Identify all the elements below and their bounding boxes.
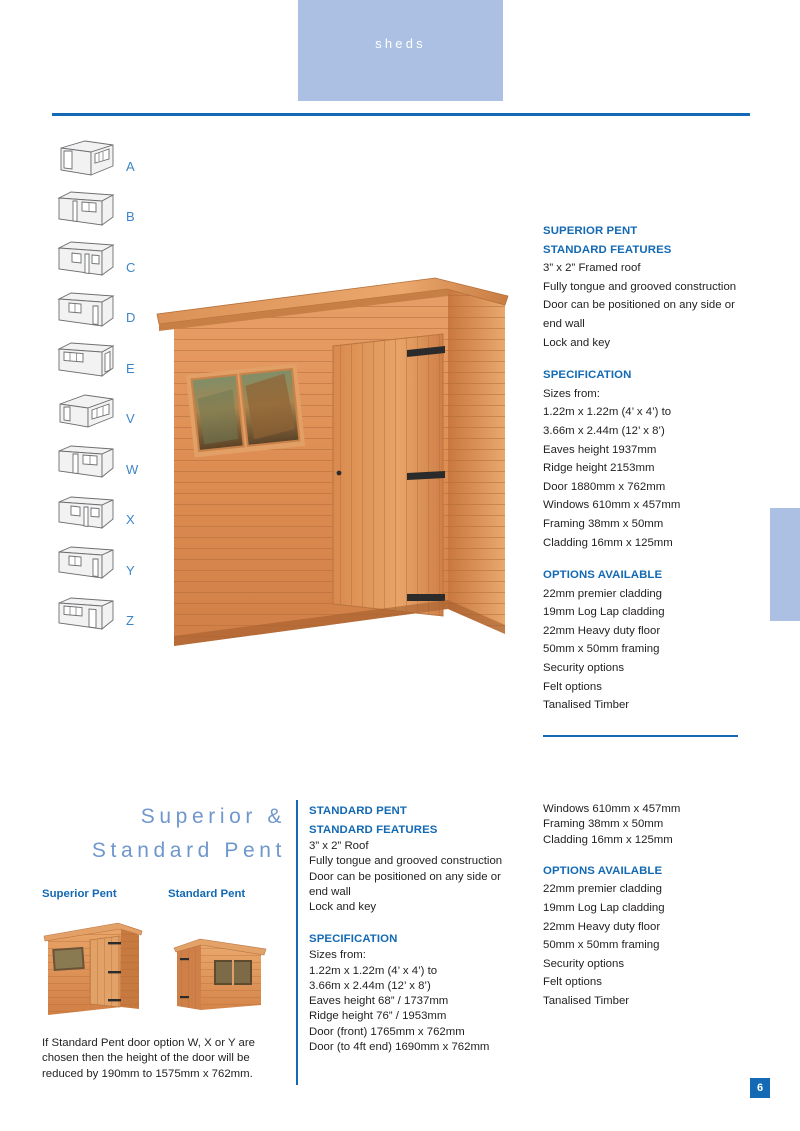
page-edge-tab [770, 508, 800, 621]
standard-pent-info-continued [543, 802, 743, 1011]
option-item: 22mm Heavy duty floor [543, 920, 661, 933]
feature-item: 3” x 2” Framed roof [543, 262, 641, 275]
option-item: 19mm Log Lap cladding [543, 902, 665, 915]
header-title: sheds [375, 36, 426, 51]
shed-diagram-icon [55, 187, 117, 229]
superior-options-heading: OPTIONS AVAILABLE [543, 569, 663, 582]
spec-item: Windows 610mm x 457mm [543, 499, 681, 512]
page-number: 6 [750, 1078, 770, 1098]
spec-item: Eaves height 1937mm [543, 443, 657, 456]
thumb-row [42, 914, 292, 1022]
door-option-e[interactable] [55, 334, 150, 385]
option-item: Felt options [543, 680, 602, 693]
option-item: 50mm x 50mm framing [543, 643, 660, 656]
bottom-title-line1: Superior & [140, 805, 286, 828]
feature-item: Door can be positioned on any side or end wall [309, 870, 501, 899]
door-option-letter: E [126, 360, 135, 376]
door-option-letter: C [126, 259, 136, 275]
spacer [543, 352, 738, 366]
feature-item: Door can be positioned on any side or end wall [543, 299, 735, 330]
spec-item: Door (to 4ft end) 1690mm x 762mm [309, 1041, 490, 1054]
shed-diagram-icon [55, 439, 117, 481]
shed-diagram-icon [55, 591, 117, 633]
feature-item: Lock and key [309, 901, 377, 914]
spec-item: 1.22m x 1.22m (4’ x 4’) to [309, 964, 438, 977]
spec-item: Door 1880mm x 762mm [543, 480, 666, 493]
standard-pent-info [309, 802, 509, 1055]
door-option-letter: W [126, 461, 139, 477]
feature-item: Lock and key [543, 336, 611, 349]
spacer [309, 916, 509, 930]
spec-item: Ridge height 2153mm [543, 462, 655, 475]
spec-item: 3.66m x 2.44m (12’ x 8’) [309, 979, 431, 992]
superior-spec-heading: SPECIFICATION [543, 369, 632, 382]
shed-diagram-icon [55, 136, 117, 178]
standard-features-heading: STANDARD FEATURES [309, 823, 438, 836]
spec-item: Sizes from: [309, 949, 366, 962]
door-option-letter: B [126, 209, 135, 225]
pent-comparison-block [42, 888, 292, 1082]
superior-pent-info [543, 222, 738, 737]
spec-item: Sizes from: [543, 387, 600, 400]
spacer [543, 552, 738, 566]
header-banner [298, 0, 503, 101]
door-option-y[interactable] [55, 536, 150, 587]
door-option-c[interactable] [55, 233, 150, 284]
door-option-a[interactable] [55, 132, 150, 183]
superior-pent-thumb-photo [42, 914, 152, 1018]
door-option-z[interactable] [55, 587, 150, 638]
shed-diagram-icon [55, 288, 117, 330]
feature-item: Fully tongue and grooved construction [543, 280, 737, 293]
shed-diagram-icon [55, 389, 117, 431]
standard-pent-thumb-label: Standard Pent [168, 888, 246, 900]
standard-spec-heading: SPECIFICATION [309, 932, 398, 945]
option-item: 50mm x 50mm framing [543, 939, 660, 952]
spec-item: Windows 610mm x 457mm [543, 803, 681, 815]
door-option-letter: V [126, 411, 135, 427]
superior-pent-thumb-label: Superior Pent [42, 888, 117, 900]
standard-pent-door-note: If Standard Pent door option W, X or Y are chosen then the height of the door will be reduced by 190mm to 1575mm x 762mm. [42, 1037, 255, 1080]
superior-pent-title: SUPERIOR PENT [543, 225, 638, 237]
door-option-v[interactable] [55, 385, 150, 436]
spec-item: 3.66m x 2.44m (12’ x 8’) [543, 424, 665, 437]
bottom-title-line2: Standard Pent [91, 839, 286, 862]
option-item: Tanalised Timber [543, 699, 630, 712]
door-option-letter: D [126, 310, 136, 326]
door-option-w[interactable] [55, 435, 150, 486]
spec-item: Cladding 16mm x 125mm [543, 536, 673, 549]
option-item: 19mm Log Lap cladding [543, 606, 665, 619]
option-item: Security options [543, 957, 625, 970]
option-item: Security options [543, 662, 625, 675]
standard-pent-title: STANDARD PENT [309, 805, 407, 817]
shed-diagram-icon [55, 237, 117, 279]
door-option-b[interactable] [55, 183, 150, 234]
spec-item: Framing 38mm x 50mm [543, 517, 664, 530]
shed-diagram-icon [55, 338, 117, 380]
door-option-letter: A [126, 158, 135, 174]
thumb-label-row [42, 888, 292, 910]
superior-features-heading: STANDARD FEATURES [543, 243, 672, 256]
option-item: 22mm premier cladding [543, 883, 663, 896]
shed-diagram-icon [55, 540, 117, 582]
spec-item: Ridge height 76” / 1953mm [309, 1010, 447, 1023]
door-option-x[interactable] [55, 486, 150, 537]
door-option-d[interactable] [55, 284, 150, 335]
standard-pent-thumb-photo [168, 914, 278, 1018]
spec-item: Door (front) 1765mm x 762mm [309, 1025, 465, 1038]
shed-diagram-icon [55, 490, 117, 532]
header-divider [52, 113, 750, 116]
superior-pent-photo [143, 274, 513, 670]
column-divider [296, 800, 298, 1085]
spec-item: Cladding 16mm x 125mm [543, 833, 673, 846]
option-item: 22mm Heavy duty floor [543, 624, 661, 637]
door-option-letter: Z [126, 613, 134, 629]
standard-options-heading: OPTIONS AVAILABLE [543, 864, 663, 877]
option-item: Felt options [543, 976, 602, 989]
option-item: Tanalised Timber [543, 995, 630, 1008]
bottom-section-title [40, 800, 286, 868]
option-item: 22mm premier cladding [543, 587, 663, 600]
spec-item: Framing 38mm x 50mm [543, 818, 664, 831]
door-option-diagram-list [55, 132, 150, 637]
door-option-letter: X [126, 512, 135, 528]
spec-item: 1.22m x 1.22m (4’ x 4’) to [543, 406, 672, 419]
spacer [543, 848, 743, 862]
section-divider [543, 735, 738, 737]
door-option-letter: Y [126, 562, 135, 578]
feature-item: 3” x 2” Roof [309, 840, 369, 853]
feature-item: Fully tongue and grooved construction [309, 855, 503, 868]
spec-item: Eaves height 68” / 1737mm [309, 995, 449, 1008]
